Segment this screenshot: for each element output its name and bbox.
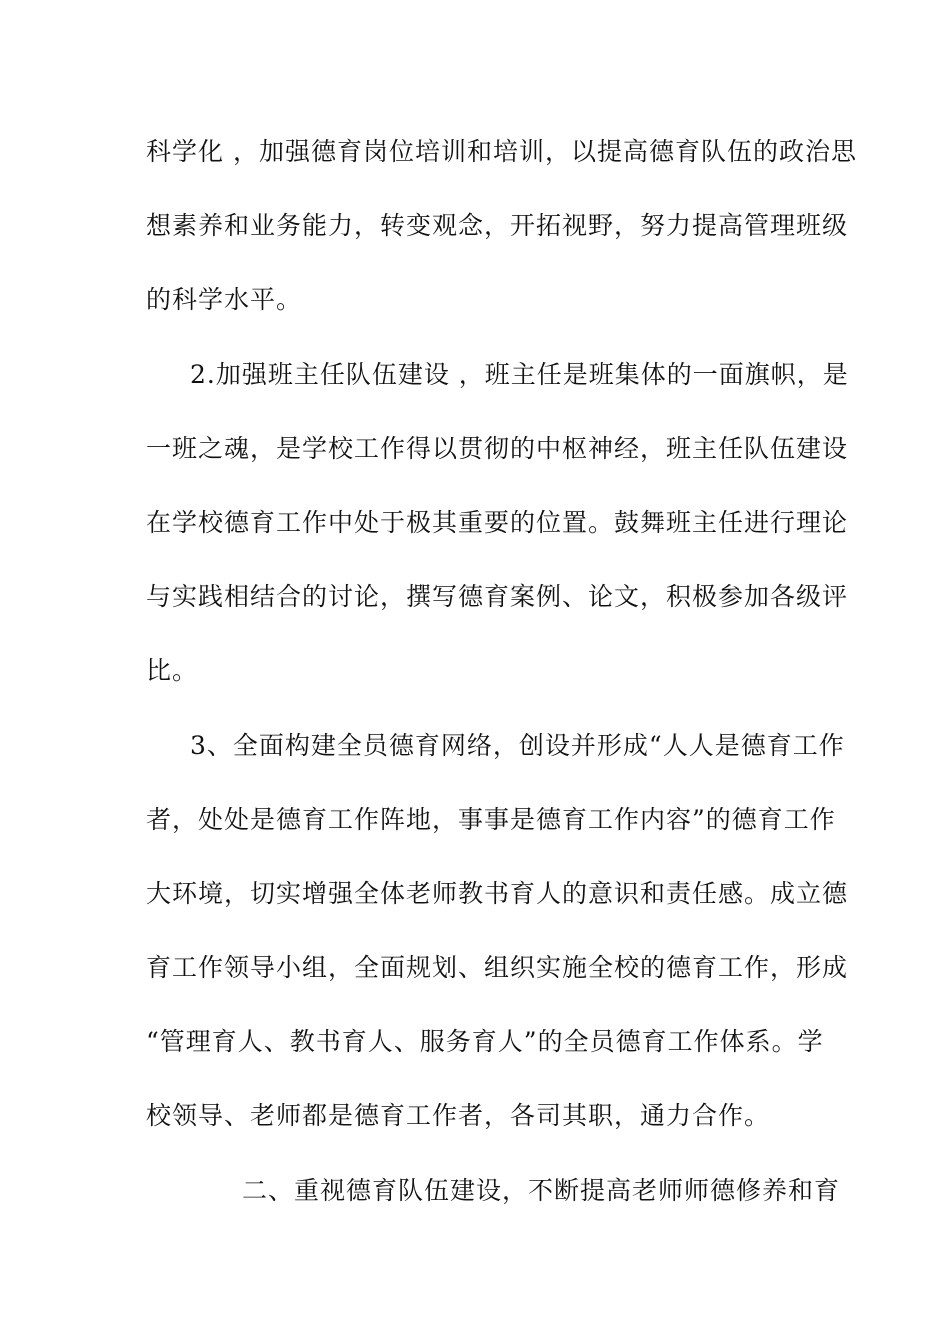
text-line: 者，处处是德育工作阵地，事事是德育工作内容”的德育工作 [146,805,836,834]
text-line: 一班之魂，是学校工作得以贯彻的中枢神经，班主任队伍建设 [146,434,849,463]
text-line: 的科学水平。 [146,285,303,314]
text-line: 育工作领导小组，全面规划、组织实施全校的德育工作，形成 [146,953,849,982]
section-heading-line: 二、重视德育队伍建设，不断提高老师师德修养和育 [242,1176,841,1205]
text-line: 比。 [146,656,199,685]
text-line: 科学化 ，加强德育岗位培训和培训，以提高德育队伍的政治思 [146,137,857,166]
text-line: 3、全面构建全员德育网络，创设并形成“人人是德育工作 [190,731,845,760]
text-line: 想素养和业务能力，转变观念，开拓视野，努力提高管理班级 [146,211,849,240]
text-line: 校领导、老师都是德育工作者，各司其职，通力合作。 [146,1101,771,1130]
text-line: 大环境，切实增强全体老师教书育人的意识和责任感。成立德 [146,879,849,908]
text-line: 在学校德育工作中处于极其重要的位置。鼓舞班主任进行理论 [146,508,849,537]
text-line: “管理育人、教书育人、服务育人”的全员德育工作体系。学 [146,1027,824,1056]
text-line: 2.加强班主任队伍建设 ，班主任是班集体的一面旗帜，是 [190,360,849,389]
text-line: 与实践相结合的讨论，撰写德育案例、论文，积极参加各级评 [146,582,849,611]
